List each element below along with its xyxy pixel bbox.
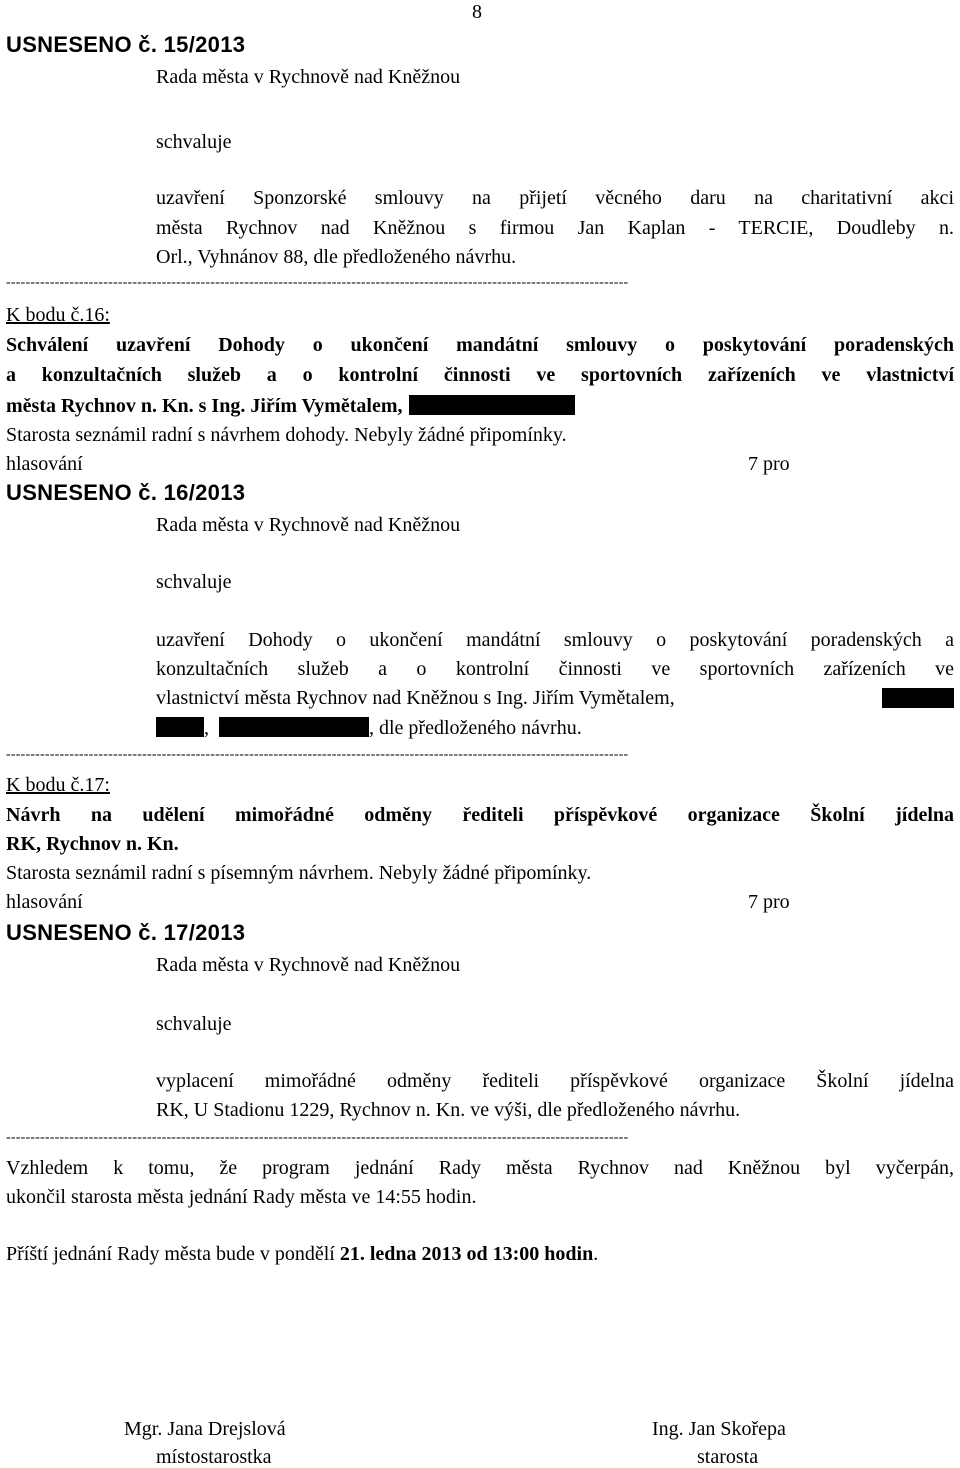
signature-left-name: Mgr. Jana Drejslová bbox=[124, 1418, 286, 1440]
item-17-note: Starosta seznámil radní s písemným návrhem. Nebyly žádné připomínky. bbox=[6, 862, 592, 884]
separator-line: -------------------------------------------------------------------------------------------------------------------------------- bbox=[6, 276, 629, 290]
item-16-vote-result: 7 pro bbox=[748, 453, 790, 475]
resolution-15-line-3: Orl., Vyhnánov 88, dle předloženého návrhu. bbox=[156, 246, 517, 268]
resolution-16-body: Rada města v Rychnově nad Kněžnou bbox=[156, 514, 461, 536]
item-16-heading-line-2: a konzultačních služeb a o kontrolní činnosti ve sportovních zařízeních ve vlastnictví bbox=[6, 364, 954, 386]
separator-line: -------------------------------------------------------------------------------------------------------------------------------- bbox=[6, 1131, 629, 1145]
resolution-15-line-1: uzavření Sponzorské smlouvy na přijetí věcného daru na charitativní akci bbox=[156, 187, 954, 209]
redaction-block bbox=[156, 717, 204, 737]
item-16-heading-line-3-text: města Rychnov n. Kn. s Ing. Jiřím Vymětalem, bbox=[6, 395, 403, 417]
separator-line: -------------------------------------------------------------------------------------------------------------------------------- bbox=[6, 748, 629, 762]
resolution-15-verb: schvaluje bbox=[156, 131, 232, 153]
item-16-label bbox=[6, 305, 110, 325]
signature-right-role: starosta bbox=[697, 1446, 759, 1468]
signature-left-role: místostarostka bbox=[156, 1446, 272, 1468]
redaction-block bbox=[219, 717, 369, 737]
page-number: 8 bbox=[472, 1, 482, 23]
resolution-17-body: Rada města v Rychnově nad Kněžnou bbox=[156, 954, 461, 976]
resolution-16-verb: schvaluje bbox=[156, 571, 232, 593]
closing-line-2: ukončil starosta města jednání Rady města ve 14:55 hodin. bbox=[6, 1186, 477, 1208]
resolution-17-line-2: RK, U Stadionu 1229, Rychnov n. Kn. ve výši, dle předloženého návrhu. bbox=[156, 1099, 741, 1121]
next-meeting-date: 21. ledna 2013 od 13:00 hodin bbox=[339, 1243, 594, 1265]
resolution-15-title: USNESENO č. 15/2013 bbox=[6, 32, 246, 57]
item-17-label bbox=[6, 775, 110, 795]
resolution-16-line-3 bbox=[156, 688, 954, 708]
resolution-16-title: USNESENO č. 16/2013 bbox=[6, 480, 246, 505]
resolution-16-line-3-text: vlastnictví města Rychnov nad Kněžnou s Ing. Jiřím Vymětalem, bbox=[156, 687, 675, 709]
resolution-15-line-2: města Rychnov nad Kněžnou s firmou Jan Kaplan - TERCIE, Doudleby n. bbox=[156, 217, 954, 239]
resolution-15-body: Rada města v Rychnově nad Kněžnou bbox=[156, 66, 461, 88]
resolution-16-line-2: konzultačních služeb a o kontrolní činnosti ve sportovních zařízeních ve bbox=[156, 658, 954, 680]
item-17-vote-result: 7 pro bbox=[748, 891, 790, 913]
item-17-heading-line-2: RK, Rychnov n. Kn. bbox=[6, 833, 179, 855]
redaction-block bbox=[882, 688, 954, 708]
redaction-block bbox=[409, 395, 575, 415]
item-17-heading-line-1: Návrh na udělení mimořádné odměny řediteli příspěvkové organizace Školní jídelna bbox=[6, 804, 954, 826]
resolution-16-line-4-sep: , bbox=[204, 717, 209, 739]
resolution-17-title: USNESENO č. 17/2013 bbox=[6, 920, 246, 945]
item-16-vote-label: hlasování bbox=[6, 453, 83, 475]
item-16-note: Starosta seznámil radní s návrhem dohody. Nebyly žádné připomínky. bbox=[6, 424, 567, 446]
item-17-vote-label: hlasování bbox=[6, 891, 83, 913]
closing-line-1: Vzhledem k tomu, že program jednání Rady města Rychnov nad Kněžnou byl vyčerpán, bbox=[6, 1157, 954, 1179]
item-16-heading-line-1: Schválení uzavření Dohody o ukončení mandátní smlouvy o poskytování poradenských bbox=[6, 334, 954, 356]
next-meeting-prefix: Příští jednání Rady města bude v pondělí bbox=[6, 1243, 340, 1265]
item-16-label-text: K bodu č.16: bbox=[6, 304, 110, 326]
resolution-16-line-1: uzavření Dohody o ukončení mandátní smlouvy o poskytování poradenských a bbox=[156, 629, 954, 651]
next-meeting bbox=[6, 1244, 598, 1264]
item-17-label-text: K bodu č.17: bbox=[6, 774, 110, 796]
resolution-16-line-4-tail: , dle předloženého návrhu. bbox=[369, 717, 582, 739]
signature-right-name: Ing. Jan Skořepa bbox=[652, 1418, 786, 1440]
item-16-heading-line-3 bbox=[6, 395, 575, 416]
next-meeting-suffix: . bbox=[593, 1243, 599, 1265]
resolution-16-line-4 bbox=[156, 717, 582, 738]
resolution-17-line-1: vyplacení mimořádné odměny řediteli příspěvkové organizace Školní jídelna bbox=[156, 1070, 954, 1092]
resolution-17-verb: schvaluje bbox=[156, 1013, 232, 1035]
